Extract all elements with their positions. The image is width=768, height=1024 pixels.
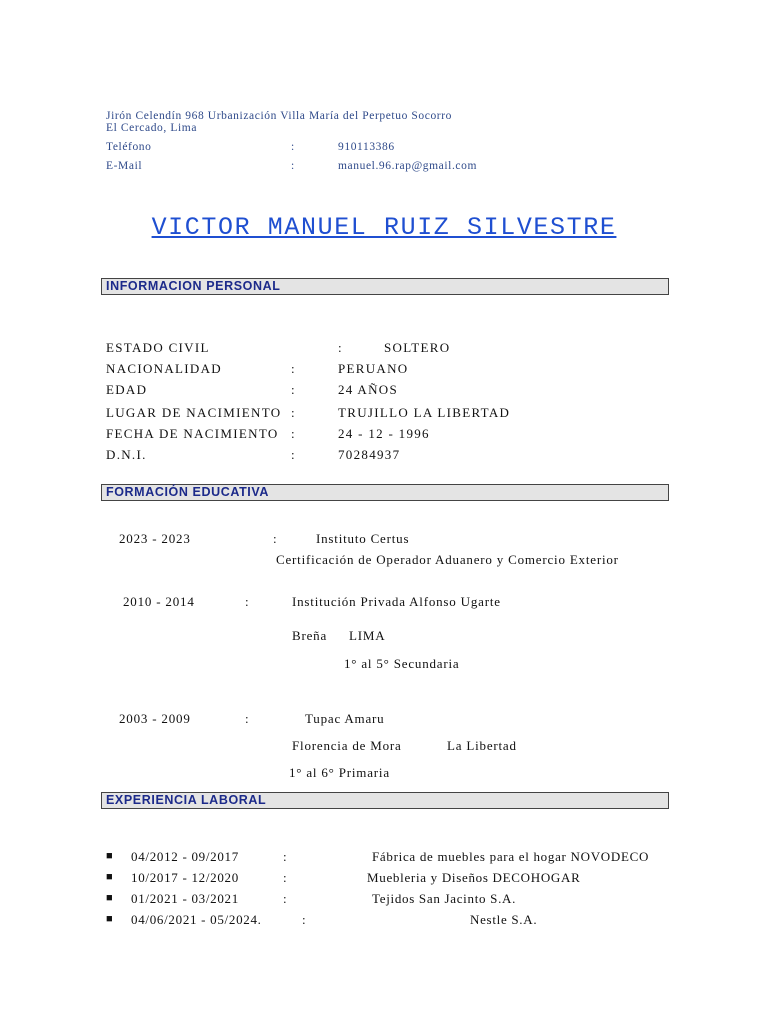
section-title: EXPERIENCIA LABORAL	[106, 793, 267, 807]
personal-value: 70284937	[338, 447, 401, 462]
job-period: 04/06/2021 - 05/2024.	[131, 912, 262, 927]
job-company: Fábrica de muebles para el hogar NOVODECO	[372, 849, 650, 864]
job-separator: :	[283, 891, 288, 906]
job-company: Nestle S.A.	[470, 912, 538, 927]
education-institution: Institución Privada Alfonso Ugarte	[292, 594, 501, 609]
education-period: 2003 - 2009	[119, 711, 191, 726]
address-line-1: Jirón Celendín 968 Urbanización Villa María del Perpetuo Socorro	[106, 110, 453, 122]
education-level: 1° al 5° Secundaria	[344, 656, 460, 671]
job-separator: :	[283, 870, 288, 885]
personal-label: D.N.I.	[106, 447, 147, 462]
personal-separator: :	[291, 426, 296, 441]
section-header-personal	[101, 278, 669, 295]
job-separator: :	[302, 912, 307, 927]
education-city: LIMA	[349, 628, 386, 643]
education-institution: Instituto Certus	[316, 531, 410, 546]
education-detail: Certificación de Operador Aduanero y Comercio Exterior	[276, 552, 619, 567]
job-separator: :	[283, 849, 288, 864]
personal-label: FECHA DE NACIMIENTO	[106, 426, 279, 441]
job-period: 04/2012 - 09/2017	[131, 849, 239, 864]
personal-separator: :	[291, 447, 296, 462]
personal-value: 24 AÑOS	[338, 382, 399, 397]
education-separator: :	[273, 531, 278, 546]
education-city: La Libertad	[447, 738, 517, 753]
personal-separator: :	[291, 405, 296, 420]
personal-value: PERUANO	[338, 361, 409, 376]
full-name-title: VICTOR MANUEL RUIZ SILVESTRE	[151, 213, 617, 242]
section-title: FORMACIÓN EDUCATIVA	[106, 485, 270, 499]
phone-value: 910113386	[338, 141, 395, 153]
email-separator: :	[291, 160, 295, 172]
personal-separator: :	[338, 340, 343, 355]
education-district: Breña	[292, 628, 328, 643]
personal-separator: :	[291, 361, 296, 376]
education-institution: Tupac Amaru	[305, 711, 385, 726]
bullet-icon: ■	[106, 850, 113, 862]
job-company: Tejidos San Jacinto S.A.	[372, 891, 517, 906]
education-district: Florencia de Mora	[292, 738, 402, 753]
personal-value: 24 - 12 - 1996	[338, 426, 430, 441]
personal-value: SOLTERO	[384, 340, 451, 355]
personal-label: NACIONALIDAD	[106, 361, 222, 376]
phone-label: Teléfono	[106, 141, 152, 153]
job-period: 10/2017 - 12/2020	[131, 870, 239, 885]
job-company: Muebleria y Diseños DECOHOGAR	[367, 870, 581, 885]
email-label: E-Mail	[106, 160, 143, 172]
personal-label: ESTADO CIVIL	[106, 340, 210, 355]
phone-separator: :	[291, 141, 295, 153]
personal-separator: :	[291, 382, 296, 397]
bullet-icon: ■	[106, 913, 113, 925]
education-separator: :	[245, 594, 250, 609]
address-line-2: El Cercado, Lima	[106, 122, 198, 134]
education-level: 1° al 6° Primaria	[289, 765, 390, 780]
email-value[interactable]: manuel.96.rap@gmail.com	[338, 160, 478, 172]
section-header-experience	[101, 792, 669, 809]
personal-label: LUGAR DE NACIMIENTO	[106, 405, 282, 420]
education-period: 2010 - 2014	[123, 594, 195, 609]
personal-label: EDAD	[106, 382, 148, 397]
job-period: 01/2021 - 03/2021	[131, 891, 239, 906]
bullet-icon: ■	[106, 892, 113, 904]
personal-value: TRUJILLO LA LIBERTAD	[338, 405, 511, 420]
bullet-icon: ■	[106, 871, 113, 883]
section-title: INFORMACION PERSONAL	[106, 279, 281, 293]
section-header-education	[101, 484, 669, 501]
education-separator: :	[245, 711, 250, 726]
education-period: 2023 - 2023	[119, 531, 191, 546]
